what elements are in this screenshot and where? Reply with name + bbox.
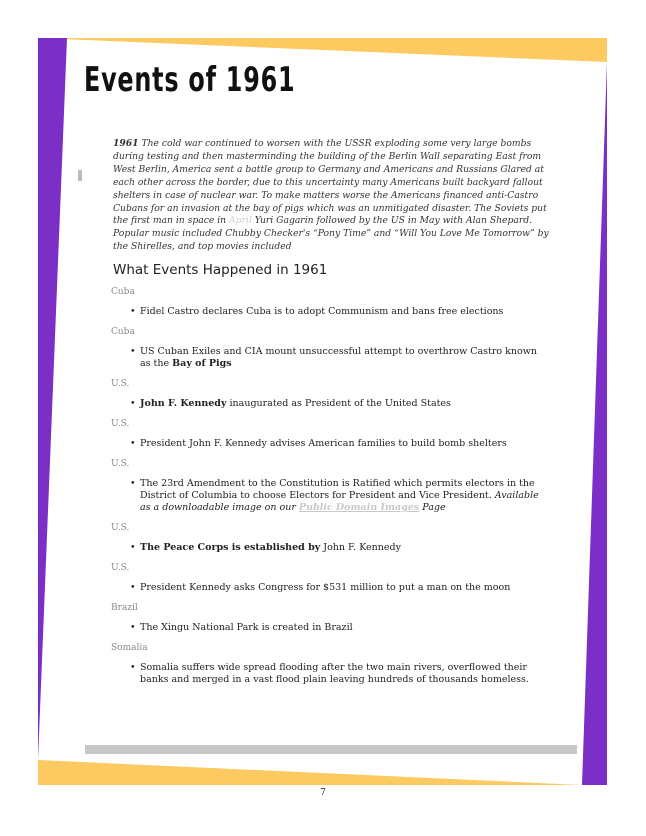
intro-text-after-link: Yuri Gagarin followed by the US in May with Alan Shepard. Popular music included Chubby Checker's “Pony Time” and “Will You Love Me Tomorrow” by the Shirelles, and top movies included: [113, 215, 549, 253]
bullet-icon: •: [130, 662, 136, 673]
event-category: Brazil: [111, 603, 138, 613]
event-category: Cuba: [111, 287, 135, 297]
bullet-icon: •: [130, 478, 136, 489]
intro-text-before-link: The cold war continued to worsen with the USSR exploding some very large bombs during testing and then masterminding the building of the Berlin Wall separating East from West Berlin, America sent a battle group to Germany and Americans and Russians Glared at each other across the border, due to this uncertainty many Americans built backyard fallout shelters in case of nuclear war. To make matters worse the Americans financed anti-Castro Cubans for an invasion at the bay of pigs which was an unmitigated disaster. The Soviets put the first man in space in: [113, 138, 547, 227]
event-entry: [111, 522, 541, 554]
public-domain-images-link[interactable]: Public Domain Images: [298, 502, 420, 513]
page-number: 7: [320, 788, 326, 798]
intro-paragraph: [113, 138, 553, 254]
left-purple-band: [38, 38, 67, 760]
right-purple-band: [582, 62, 607, 785]
event-category: U.S.: [111, 379, 130, 389]
page-title: Events of 1961: [84, 60, 296, 100]
bullet-icon: •: [130, 582, 136, 593]
list-item: • The Xingu National Park is created in Brazil: [130, 622, 353, 633]
events-list: [111, 286, 541, 694]
list-item: • Somalia suffers wide spread flooding after the two main rivers, overflowed their banks and merged in a vast flood plain leaving hundreds of thousands homeless.: [130, 662, 529, 685]
bullet-icon: •: [130, 438, 136, 449]
footer-gray-bar: [85, 745, 577, 754]
event-entry: [111, 378, 541, 410]
list-item: • President Kennedy asks Congress for $531 million to put a man on the moon: [130, 582, 511, 593]
event-category: Somalia: [111, 643, 148, 653]
event-category: Cuba: [111, 327, 135, 337]
intro-year: 1961: [113, 138, 139, 149]
event-category: U.S.: [111, 419, 130, 429]
bullet-icon: •: [130, 346, 136, 357]
bottom-gold-band: [38, 760, 582, 785]
event-entry: [111, 562, 541, 594]
bullet-icon: •: [130, 542, 136, 553]
event-entry: [111, 458, 541, 514]
margin-marker: [78, 170, 82, 181]
event-category: U.S.: [111, 459, 130, 469]
section-heading: What Events Happened in 1961: [113, 262, 328, 278]
list-item: • President John F. Kennedy advises American families to build bomb shelters: [130, 438, 507, 449]
april-link[interactable]: April: [228, 215, 252, 227]
event-entry: [111, 326, 541, 370]
top-gold-band: [38, 38, 607, 62]
list-item: • The Peace Corps is established by John F. Kennedy: [130, 542, 401, 553]
event-entry: [111, 286, 541, 318]
list-item: • John F. Kennedy inaugurated as President of the United States: [130, 398, 451, 409]
event-entry: [111, 642, 541, 686]
bullet-icon: •: [130, 306, 136, 317]
event-entry: [111, 602, 541, 634]
bullet-icon: •: [130, 398, 136, 409]
list-item: • The 23rd Amendment to the Constitution is Ratified which permits electors in the District of Columbia to choose Electors for President and Vice President. Available as a downloadable image on our Public Domain Images Page: [130, 478, 539, 513]
list-item: • Fidel Castro declares Cuba is to adopt Communism and bans free elections: [130, 306, 504, 317]
bullet-icon: •: [130, 622, 136, 633]
event-entry: [111, 418, 541, 450]
event-category: U.S.: [111, 563, 130, 573]
list-item: • US Cuban Exiles and CIA mount unsuccessful attempt to overthrow Castro known as the Bay of Pigs: [130, 346, 537, 369]
event-category: U.S.: [111, 523, 130, 533]
